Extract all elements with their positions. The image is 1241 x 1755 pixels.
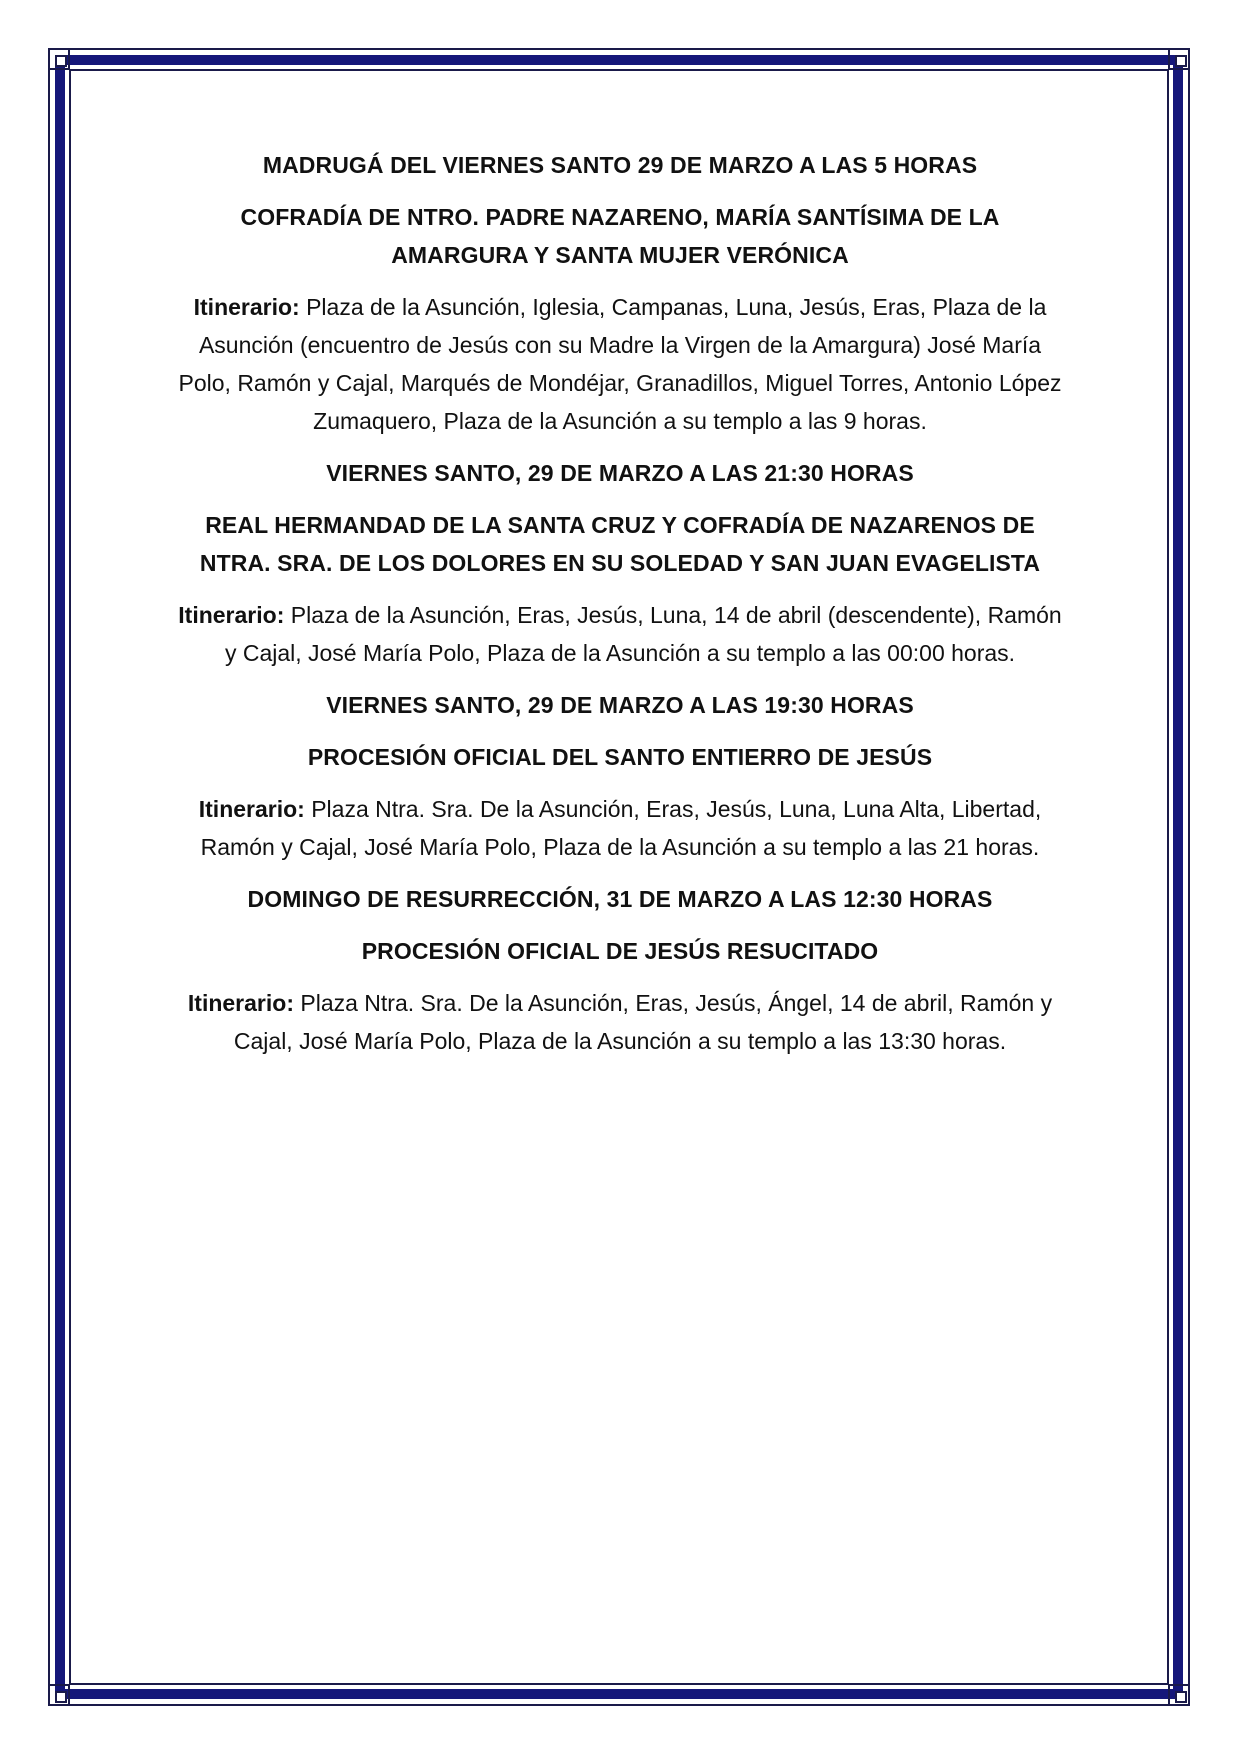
itinerary-text: Plaza de la Asunción, Eras, Jesús, Luna, 14 de abril (descendente), Ramón y Cajal, José María Polo, Plaza de la Asunción a su templo a las 00:00 horas. bbox=[224, 602, 1062, 666]
itinerary-text: Plaza de la Asunción, Iglesia, Campanas, Luna, Jesús, Eras, Plaza de la Asunción (encuentro de Jesús con su Madre la Virgen de la Amargura) José María Polo, Ramón y Cajal, Marqués de Mondéjar, Granadillos, Miguel Torres, Antonio López Zumaquero, Plaza de la Asunción a su templo a las 9 horas. bbox=[178, 294, 1062, 434]
procession-date-heading: DOMINGO DE RESURRECCIÓN, 31 DE MARZO A LAS 12:30 HORAS bbox=[247, 886, 993, 912]
itinerary-label: Itinerario: bbox=[198, 796, 305, 822]
brotherhood-name: PROCESIÓN OFICIAL DEL SANTO ENTIERRO DE JESÚS bbox=[307, 744, 933, 770]
border-corner-ornament bbox=[1168, 1684, 1190, 1706]
document-body bbox=[170, 146, 1070, 1074]
procession-date-heading: VIERNES SANTO, 29 DE MARZO A LAS 19:30 HORAS bbox=[326, 692, 914, 718]
procession-section bbox=[170, 880, 1070, 1060]
itinerary-label: Itinerario: bbox=[187, 990, 294, 1016]
procession-section bbox=[170, 454, 1070, 672]
border-corner-ornament bbox=[48, 48, 70, 70]
itinerary-paragraph bbox=[170, 288, 1070, 440]
itinerary-label: Itinerario: bbox=[193, 294, 300, 320]
procession-section bbox=[170, 146, 1070, 440]
procession-date-heading: MADRUGÁ DEL VIERNES SANTO 29 DE MARZO A LAS 5 HORAS bbox=[262, 152, 978, 178]
border-corner-ornament bbox=[48, 1684, 70, 1706]
procession-section bbox=[170, 686, 1070, 866]
procession-date-heading: VIERNES SANTO, 29 DE MARZO A LAS 21:30 HORAS bbox=[326, 460, 914, 486]
itinerary-text: Plaza Ntra. Sra. De la Asunción, Eras, Jesús, Luna, Luna Alta, Libertad, Ramón y Cajal, José María Polo, Plaza de la Asunción a su templo a las 21 horas. bbox=[200, 796, 1042, 860]
itinerary-label: Itinerario: bbox=[178, 602, 285, 628]
itinerary-text: Plaza Ntra. Sra. De la Asunción, Eras, Jesús, Ángel, 14 de abril, Ramón y Cajal, José María Polo, Plaza de la Asunción a su templo a las 13:30 horas. bbox=[233, 990, 1053, 1054]
brotherhood-name: PROCESIÓN OFICIAL DE JESÚS RESUCITADO bbox=[361, 938, 879, 964]
brotherhood-name: REAL HERMANDAD DE LA SANTA CRUZ Y COFRADÍA DE NAZARENOS DE NTRA. SRA. DE LOS DOLORES EN SU SOLEDAD Y SAN JUAN EVAGELISTA bbox=[199, 512, 1041, 576]
itinerary-paragraph bbox=[170, 790, 1070, 866]
brotherhood-name: COFRADÍA DE NTRO. PADRE NAZARENO, MARÍA SANTÍSIMA DE LA AMARGURA Y SANTA MUJER VERÓNICA bbox=[240, 204, 1000, 268]
border-corner-ornament bbox=[1168, 48, 1190, 70]
itinerary-paragraph bbox=[170, 596, 1070, 672]
itinerary-paragraph bbox=[170, 984, 1070, 1060]
